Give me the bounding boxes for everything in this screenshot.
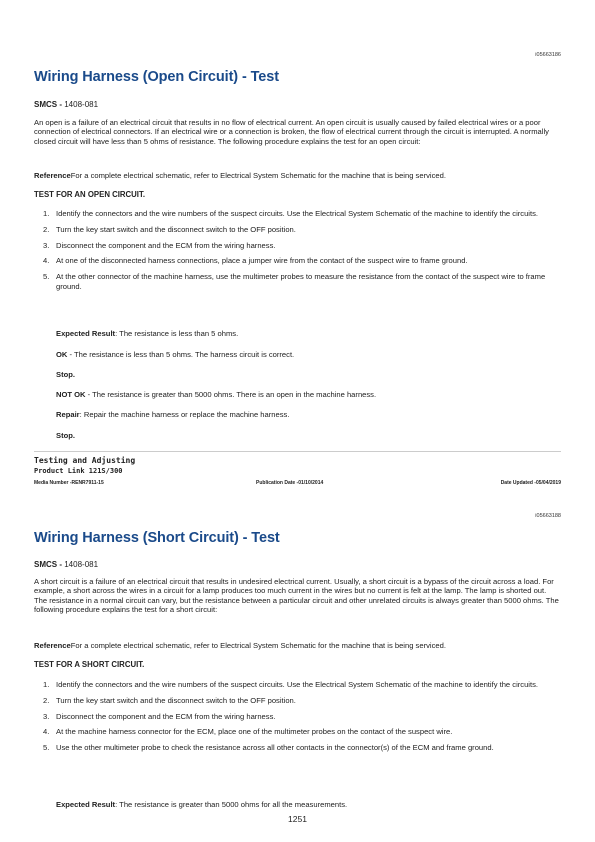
repair-text: : Repair the machine harness or replace the machine harness.	[79, 410, 290, 419]
list-item	[34, 743, 561, 752]
expected-result	[56, 800, 561, 809]
step-text: At the other connector of the machine harness, use the multimeter probes to measure the resistance from the contact of the suspect wire to frame ground.	[56, 272, 546, 291]
stop-note: Stop.	[56, 370, 75, 379]
step-number: 2.	[43, 224, 50, 234]
document-id: i05663188	[535, 513, 561, 519]
list-item	[34, 272, 561, 291]
step-number: 5.	[43, 272, 50, 282]
ok-result	[56, 350, 561, 359]
footer-product-link: Product Link 121S/300	[34, 467, 123, 475]
ok-text: - The resistance is less than 5 ohms. The harness circuit is correct.	[67, 350, 295, 359]
procedure-steps	[34, 680, 561, 759]
document-id: i05663186	[535, 52, 561, 58]
stop-note: Stop.	[56, 431, 75, 440]
list-item	[34, 727, 561, 736]
step-number: 1.	[43, 680, 50, 689]
list-item	[34, 696, 561, 705]
reference-label: Reference	[34, 171, 71, 180]
footer-title: Testing and Adjusting	[34, 456, 136, 465]
list-item	[34, 241, 561, 250]
page-title: Wiring Harness (Open Circuit) - Test	[34, 69, 279, 85]
test-heading: TEST FOR AN OPEN CIRCUIT.	[34, 190, 146, 199]
expected-label: Expected Result	[56, 800, 116, 809]
expected-label: Expected Result	[56, 329, 116, 338]
list-item	[34, 209, 561, 218]
reference-text: For a complete electrical schematic, refer to Electrical System Schematic for the machine that is being serviced.	[70, 641, 446, 650]
smcs-label: SMCS -	[34, 100, 65, 109]
step-number: 3.	[43, 240, 50, 250]
list-item	[34, 680, 561, 689]
reference-note	[34, 641, 561, 650]
smcs-code	[34, 560, 98, 569]
step-text: Identify the connectors and the wire numbers of the suspect circuits. Use the Electrical System Schematic of the machine to identify the circuits.	[56, 209, 539, 218]
repair-label: Repair	[56, 410, 80, 419]
media-number: Media Number -RENR7911-15	[34, 480, 104, 486]
intro-paragraph: An open is a failure of an electrical circuit that results in no flow of electrical current. An open circuit is usually caused by failed electrical wires or a poor connection of electrical connectors. If an electrical wire or a connection is broken, the flow of electrical current through the circuit is interrupted. A normally closed circuit will have less than 5 ohms of resistance. The following procedure explains the test for an open circuit:	[34, 118, 549, 146]
step-number: 2.	[43, 695, 50, 705]
step-text: At one of the disconnected harness connections, place a jumper wire from the contact of the suspect wire to frame ground.	[56, 256, 468, 266]
smcs-label: SMCS -	[34, 560, 65, 569]
intro-paragraph: A short circuit is a failure of an electrical circuit that results in undesired electrical current. Usually, a short circuit is a bypass of the circuit across a load. For example, a short across the wires in a circuit for a lamp produces too much current in the wires but no current is felt at the lamp. The lamp is shorted out. The resistance in a normal circuit can vary, but the resistance between a particular circuit and other unrelated circuits is always greater than 5000 ohms. The following procedure explains the test for a short circuit:	[34, 577, 559, 615]
expected-result	[56, 329, 561, 338]
reference-label: Reference	[34, 641, 71, 650]
not-ok-result	[56, 390, 561, 399]
ok-label: OK	[56, 350, 68, 359]
procedure-steps	[34, 209, 561, 297]
expected-text: : The resistance is greater than 5000 ohms for all the measurements.	[115, 800, 348, 809]
list-item	[34, 712, 561, 721]
step-text: Identify the connectors and the wire numbers of the suspect circuits. Use the Electrical System Schematic of the machine to identify the circuits.	[56, 680, 539, 689]
step-number: 4.	[43, 727, 50, 737]
step-number: 1.	[43, 209, 50, 218]
repair-note	[56, 410, 561, 419]
reference-text: For a complete electrical schematic, refer to Electrical System Schematic for the machine that is being serviced.	[70, 171, 446, 180]
footer-divider	[34, 451, 561, 452]
reference-note	[34, 171, 561, 180]
date-updated: Date Updated -05/04/2019	[500, 480, 561, 486]
publication-date: Publication Date -01/10/2014	[256, 480, 324, 486]
not-ok-text: - The resistance is greater than 5000 ohms. There is an open in the machine harness.	[85, 390, 377, 399]
smcs-value: 1408-081	[64, 560, 99, 569]
not-ok-label: NOT OK	[56, 390, 86, 399]
step-number: 3.	[43, 711, 50, 721]
list-item	[34, 225, 561, 234]
step-text: Disconnect the component and the ECM from the wiring harness.	[56, 240, 276, 250]
step-text: Disconnect the component and the ECM from the wiring harness.	[56, 711, 276, 721]
step-text: Turn the key start switch and the disconnect switch to the OFF position.	[56, 695, 296, 705]
smcs-value: 1408-081	[64, 100, 99, 109]
step-text: Turn the key start switch and the disconnect switch to the OFF position.	[56, 224, 296, 234]
expected-text: : The resistance is less than 5 ohms.	[115, 329, 239, 338]
step-text: At the machine harness connector for the ECM, place one of the multimeter probes on the contact of the suspect wire.	[56, 727, 453, 737]
step-number: 4.	[43, 256, 50, 266]
test-heading: TEST FOR A SHORT CIRCUIT.	[34, 660, 145, 669]
step-text: Use the other multimeter probe to check the resistance across all other contacts in the connector(s) of the ECM and frame ground.	[56, 743, 494, 753]
list-item	[34, 256, 561, 265]
smcs-code	[34, 100, 98, 109]
page-number: 1251	[288, 814, 307, 824]
section-title: Wiring Harness (Short Circuit) - Test	[34, 530, 280, 546]
step-number: 5.	[43, 743, 50, 753]
